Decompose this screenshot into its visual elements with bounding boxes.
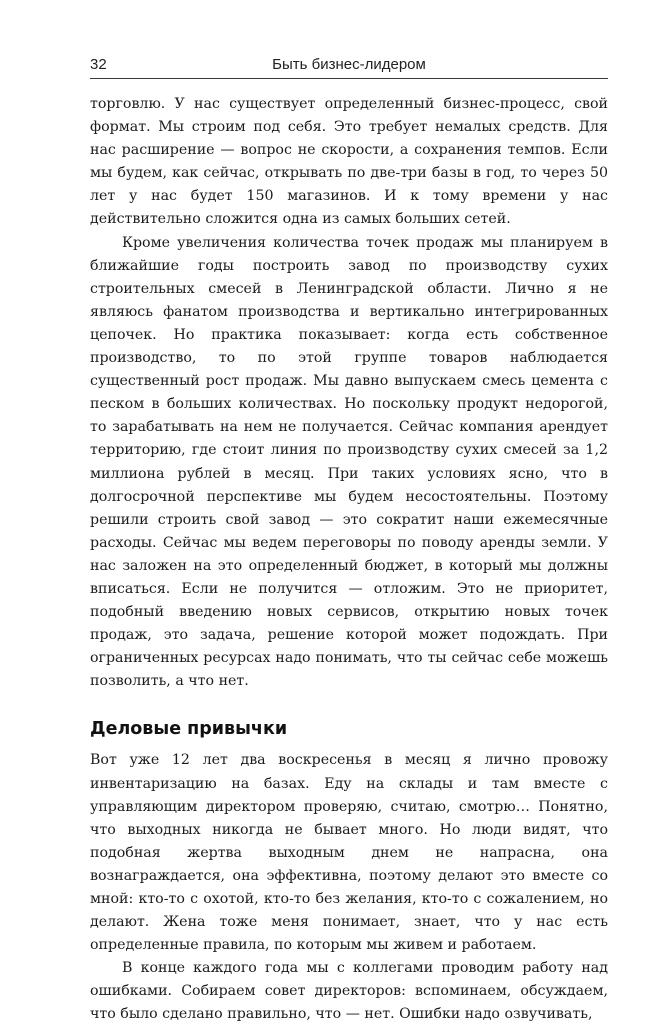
paragraph-continuation: торговлю. У нас существует определенный бизнес-процесс, свой формат. Мы строим под себя. Это требует немалых средств. Для нас расширение — вопрос не скорости, а сохранения темпов. Если мы будем, как сейчас, открывать по две-три базы в год, то через 50 лет у нас будет 150 магазинов. И к тому времени у нас действительно сложится одна из самых больших сетей. <box>90 96 608 228</box>
page-number: 32 <box>90 56 107 73</box>
paragraph-inventory-habit: Вот уже 12 лет два воскресенья в месяц я лично провожу инвентаризацию на базах. Еду на склады и там вместе с управляющим директором проверяю, считаю, смотрю… Понятно, что выходных никогда не бывает много. Но люди видят, что подобная жертва выходным днем не напрасна, она вознаграждается, она эффективна, поэтому делают это вместе со мной: кто-то с охотой, кто-то без желания, кто-то с сожалением, но делают. Жена тоже меня понимает, знает, что у нас есть определенные правила, по которым мы живем и работаем. <box>90 752 608 954</box>
body-text <box>90 93 608 1027</box>
paragraph-factory-plans: Кроме увеличения количества точек продаж мы планируем в ближайшие годы построить завод по производству сухих строительных смесей в Ленинградской области. Лично я не являюсь фанатом производства и вертикально интегрированных цепочек. Но практика показывает: когда есть собственное производство, то по этой группе товаров наблюдается существенный рост продаж. Мы давно выпускаем смесь цемента с песком в больших количествах. Но поскольку продукт недорогой, то зарабатывать на нем не получается. Сейчас компания арендует территорию, где стоит линия по производству сухих смесей за 1,2 миллиона рублей в месяц. При таких условиях ясно, что в долгосрочной перспективе мы будем несостоятельны. Поэтому решили строить свой завод — это сократит наши ежемесячные расходы. Сейчас мы ведем переговоры по поводу аренды земли. У нас заложен на это определенный бюджет, в который мы должны вписаться. Если не получится — отложим. Это не приоритет, подобный введению новых сервисов, открытию новых точек продаж, это задача, решение которой может подождать. При ограниченных ресурсах надо понимать, что ты сейчас себе можешь позволить, а что нет. <box>90 234 608 690</box>
book-title: Быть бизнес-лидером <box>272 56 426 73</box>
book-page <box>90 50 608 1027</box>
section-heading: Деловые привычки <box>90 719 288 740</box>
running-header <box>90 50 608 79</box>
paragraph-year-end-review: В конце каждого года мы с коллегами проводим работу над ошибками. Собираем совет директоров: вспоминаем, обсуждаем, что было сделано правильно, что — нет. Ошибки надо озвучивать, <box>90 960 608 1023</box>
